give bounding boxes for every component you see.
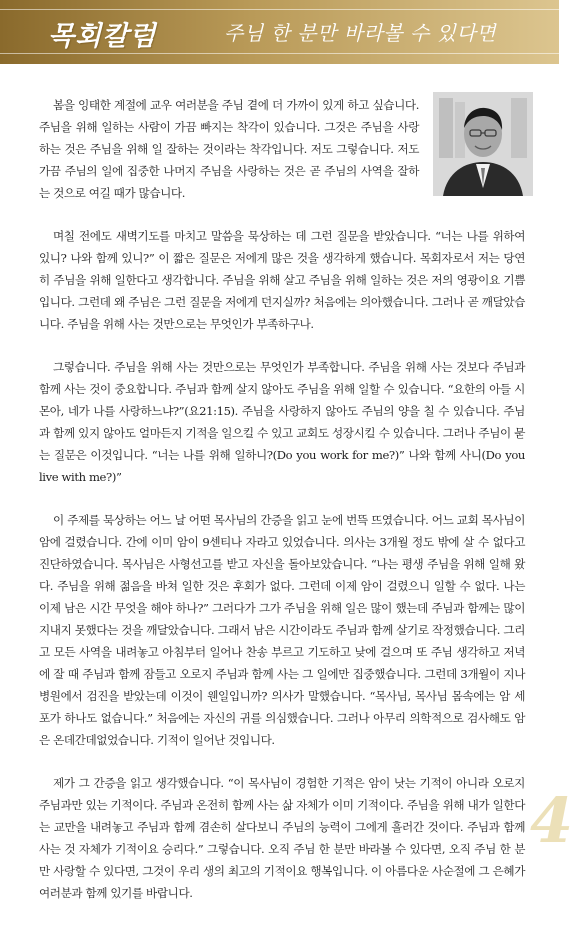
page-number: 4 (530, 784, 573, 857)
article-paragraph-2: 며칠 전에도 새벽기도를 마치고 말씀을 묵상하는 데 그런 질문을 받았습니다. “너는 나를 위하여 있니? 나와 함께 있니?” 이 짧은 질문은 저에게 많은 것을 생각하게 했습니다. 목회자로서 저는 당연히 주님을 위해 일한다고 생각합니다. 주님을 위해 살고 주님을 위해 일하는 것은 저의 영광이요 기쁨입니다. 그런데 왜 주님은 그런 질문을 저에게 던지실까? 처음에는 의아했습니다. 그러나 곧 깨달았습니다. 주님을 위해 사는 것만으로는 무엇인가 부족하구나. (39, 229, 525, 331)
article-paragraph-1: 봄을 잉태한 계절에 교우 여러분을 주님 곁에 더 가까이 있게 하고 싶습니다. 주님을 위해 일하는 사람이 가끔 빠지는 착각이 있습니다. 그것은 주님을 사랑하는 것은 주님을 위해 일 잘하는 것이라는 착각입니다. 저도 그렇습니다. 저도 가끔 주님의 일에 집중한 나머지 주님을 사랑하는 것은 곧 주님의 사역을 잘하는 것으로 여길 때가 많습니다. (39, 98, 419, 200)
article-paragraph-3: 그렇습니다. 주님을 위해 사는 것만으로는 무엇인가 부족합니다. 주님을 위해 사는 것보다 주님과 함께 사는 것이 중요합니다. 주님과 함께 살지 않아도 주님을 위해 일할 수 있습니다. “요한의 아들 시몬아, 네가 나를 사랑하느냐?”(요21:15). 주님을 사랑하지 않아도 주님의 양을 칠 수 있습니다. 주님과 함께 있지 않아도 얼마든지 기적을 일으킬 수 있고 교회도 성장시킬 수 있습니다. 그러나 주님이 묻는 질문은 이것입니다. “너는 나를 위해 일하니?(Do you work for me?)” 나와 함께 사니(Do you live with me?)” (39, 360, 525, 484)
article-paragraph-4: 이 주제를 묵상하는 어느 날 어떤 목사님의 간증을 읽고 눈에 번뜩 뜨였습니다. 어느 교회 목사님이 암에 걸렸습니다. 간에 이미 암이 9센티나 자라고 있었습니다. 의사는 3개월 정도 밖에 살 수 없다고 진단하였습니다. 목사님은 사형선고를 받고 자신을 돌아보았습니다. “나는 평생 주님을 위해 일해 왔다. 주님을 위해 젊음을 바쳐 일한 것은 후회가 없다. 그런데 이제 암이 걸렸으니 일할 수 없다. 나는 이제 남은 시간 무엇을 해야 하나?” 그러다가 그가 주님을 위해 일은 많이 했는데 주님과 함께는 많이 지내지 못했다는 것을 깨달았습니다. 그래서 남은 시간이라도 주님과 함께 살기로 작정했습니다. 그리고 모든 사역을 내려놓고 아침부터 일어나 찬송 부르고 기도하고 낮에 걸으며 또 주님 생각하고 저녁에 잘 때 주님과 함께 잠들고 오로지 주님과 함께 사는 그 일에만 집중했습니다. 그런데 3개월이 지나 병원에서 검진을 받았는데 이것이 웬일입니까? 의사가 말했습니다. “목사님, 목사님 몸속에는 암 세포가 하나도 없습니다.” 처음에는 자신의 귀를 의심했습니다. 그러나 아무리 의학적으로 검사해도 암은 온데간데없었습니다. 기적이 일어난 것입니다. (39, 513, 525, 747)
header-bottom-rule (0, 53, 559, 54)
article-paragraph-5: 제가 그 간증을 읽고 생각했습니다. “이 목사님이 경험한 기적은 암이 낫는 기적이 아니라 오로지 주님과만 있는 기적이다. 주님과 온전히 함께 사는 삶 자체가 이미 기적이다. 주님을 위해 내가 일한다는 교만을 내려놓고 주님과 함께 겸손히 살다보니 주님의 능력이 그에게 흘러간 것이다. 주님과 함께 사는 것 자체가 기적이요 승리다.” 그렇습니다. 오직 주님 한 분만 바라볼 수 있다면, 오직 주님 한 분만 사랑할 수 있다면, 그것이 우리 생의 최고의 기적이요 행복입니다. 이 아름다운 사순절에 그 은혜가 여러분과 함께 있기를 바랍니다. (39, 776, 525, 900)
header-top-rule (0, 9, 559, 10)
article-body (39, 94, 525, 925)
column-title: 목회칼럼 (48, 21, 157, 52)
column-subtitle: 주님 한 분만 바라볼 수 있다면 (224, 21, 497, 45)
column-header (0, 0, 559, 64)
